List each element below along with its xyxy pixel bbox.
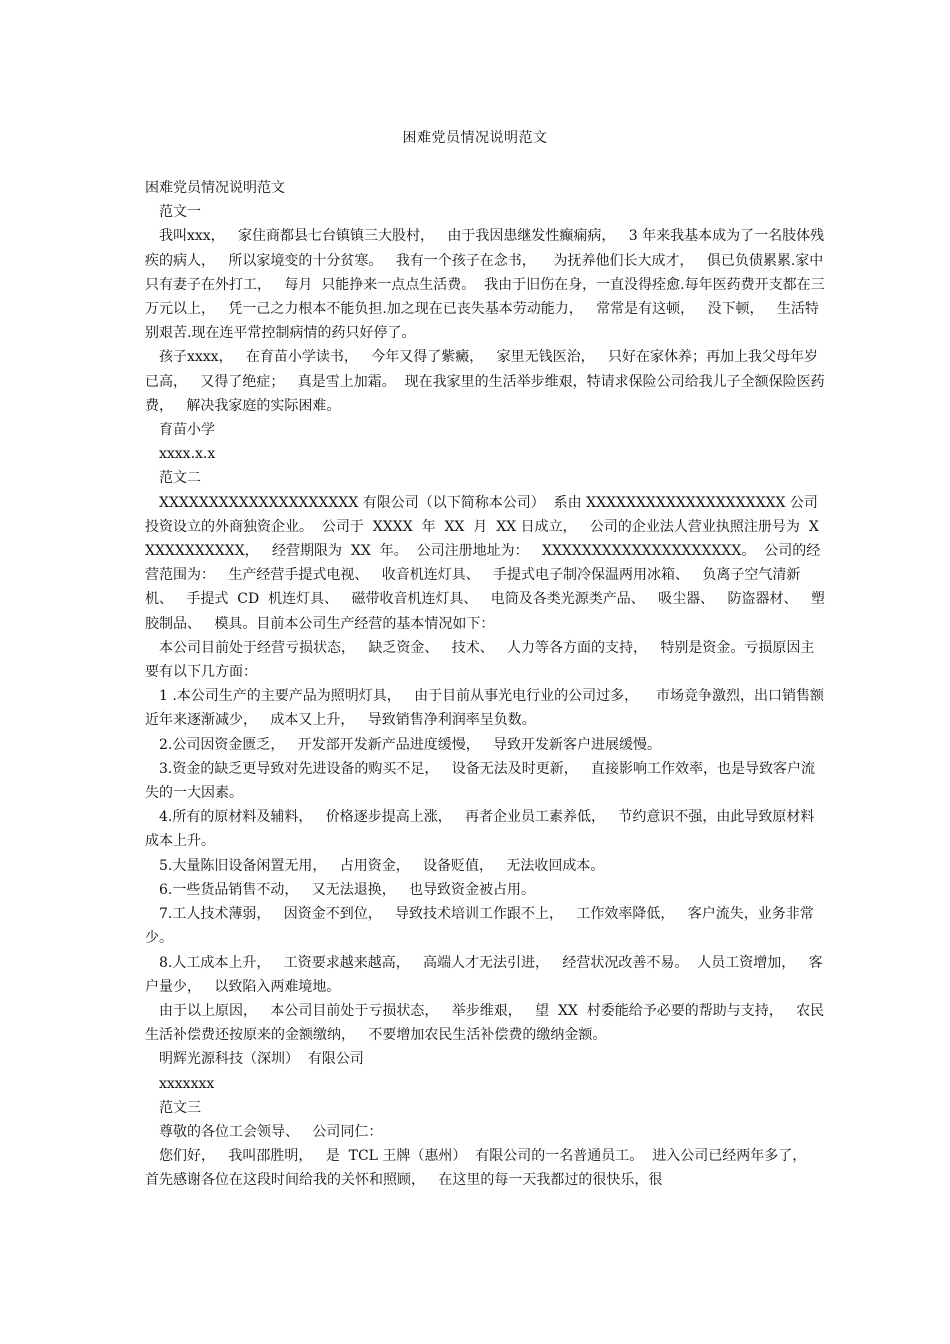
paragraph: 范文二 bbox=[159, 470, 201, 487]
paragraph: 3.资金的缺乏更导致对先进设备的购买不足， 设备无法及时更新， 直接影响工作效率，也是导致客户流失的一大因素。 bbox=[145, 760, 816, 802]
paragraph: 我叫xxx， 家住商都县七台镇镇三大股村， 由于我因患继发性癫痫病， 3 年来我基本成为了一名肢体残疾的病人， 所以家境变的十分贫寒。 我有一个孩子在念书， 为抚养他们长大成才， 俱已负债累累.家中只有妻子在外打工， 每月 只能挣来一点点生活费。 我由于旧伤在身，一直没得痊愈.每年医药费开支都在三万元以上， 凭一己之力根本不能负担.加之现在已丧失基本劳动能力， 常常是有这顿， 没下顿， 生活特别艰苦.现在连平常控制病情的药只好停了。 bbox=[145, 228, 825, 342]
paragraph: 尊敬的各位工会领导、 公司同仁： bbox=[159, 1123, 383, 1140]
paragraph: XXXXXXXXXXXXXXXXXXXX 有限公司（以下简称本公司） 系由 XXXXXXXXXXXXXXXXXXXX 公司投资设立的外商独资企业。 公司于 XXXX 年 XX 月 XX 日成立， 公司的企业法人营业执照注册号为 XXXXXXXXXXX， 经营期限为 XX 年。 公司注册地址为： XXXXXXXXXXXXXXXXXXXX。 公司的经营范围为： 生产经营手提式电视、 收音机连灯具、 手提式电子制冷保温两用冰箱、 负离子空气清新机、 手提式 CD 机连灯具、 磁带收音机连灯具、 电筒及各类光源类产品、 吸尘器、 防盗器材、 塑胶制品、 模具。目前本公司生产经营的基本情况如下： bbox=[145, 494, 825, 632]
paragraph: 7.工人技术薄弱， 因资金不到位， 导致技术培训工作跟不上， 工作效率降低， 客户流失，业务非常少。 bbox=[145, 906, 814, 947]
document-title: 困难党员情况说明范文 bbox=[402, 130, 548, 146]
paragraph: 范文一 bbox=[159, 204, 201, 221]
paragraph: 5.大量陈旧设备闲置无用， 占用资金， 设备贬值， 无法收回成本。 bbox=[159, 857, 605, 874]
paragraph: 范文三 bbox=[159, 1099, 201, 1116]
paragraph: 由于以上原因， 本公司目前处于亏损状态， 举步维艰， 望 XX 村委能给予必要的帮助与支持， 农民生活补偿费还按原来的金额缴纳， 不要增加农民生活补偿费的缴纳金额。 bbox=[145, 1002, 825, 1044]
paragraph: 本公司目前处于经营亏损状态， 缺乏资金、 技术、 人力等各方面的支持， 特别是资金。亏损原因主要有以下几方面： bbox=[145, 639, 815, 681]
paragraph: 6.一些货品销售不动， 又无法退换， 也导致资金被占用。 bbox=[159, 881, 536, 898]
paragraph: xxxxxxx bbox=[159, 1075, 215, 1092]
paragraph: 明辉光源科技（深圳） 有限公司 bbox=[159, 1051, 364, 1068]
paragraph: xxxx.x.x bbox=[159, 446, 216, 463]
paragraph: 1 .本公司生产的主要产品为照明灯具， 由于目前从事光电行业的公司过多， 市场竞争激烈，出口销售额近年来逐渐减少， 成本又上升， 导致销售净利润率呈负数。 bbox=[145, 688, 824, 729]
paragraph: 您们好， 我叫邵胜明， 是 TCL 王牌（惠州） 有限公司的一名普通员工。 进入公司已经两年多了， 首先感谢各位在这段时间给我的关怀和照顾， 在这里的每一天我都过的很快乐，很 bbox=[145, 1148, 820, 1189]
document-body bbox=[145, 176, 825, 1193]
paragraph: 2.公司因资金匮乏， 开发部开发新产品进度缓慢， 导致开发新客户进展缓慢。 bbox=[159, 736, 662, 753]
paragraph: 育苗小学 bbox=[159, 422, 215, 439]
paragraph: 困难党员情况说明范文 bbox=[145, 180, 285, 196]
paragraph: 孩子xxxx， 在育苗小学读书， 今年又得了紫癜， 家里无钱医治， 只好在家休养；再加上我父母年岁已高， 又得了绝症； 真是雪上加霜。 现在我家里的生活举步维艰，特请求保险公司给我儿子全额保险医药费， 解决我家庭的实际困难。 bbox=[145, 349, 825, 414]
paragraph: 4.所有的原材料及辅料， 价格逐步提高上涨， 再者企业员工素养低， 节约意识不强，由此导致原材料成本上升。 bbox=[145, 809, 815, 850]
paragraph: 8.人工成本上升， 工资要求越来越高， 高端人才无法引进， 经营状况改善不易。 人员工资增加， 客户量少， 以致陷入两难境地。 bbox=[145, 954, 823, 995]
